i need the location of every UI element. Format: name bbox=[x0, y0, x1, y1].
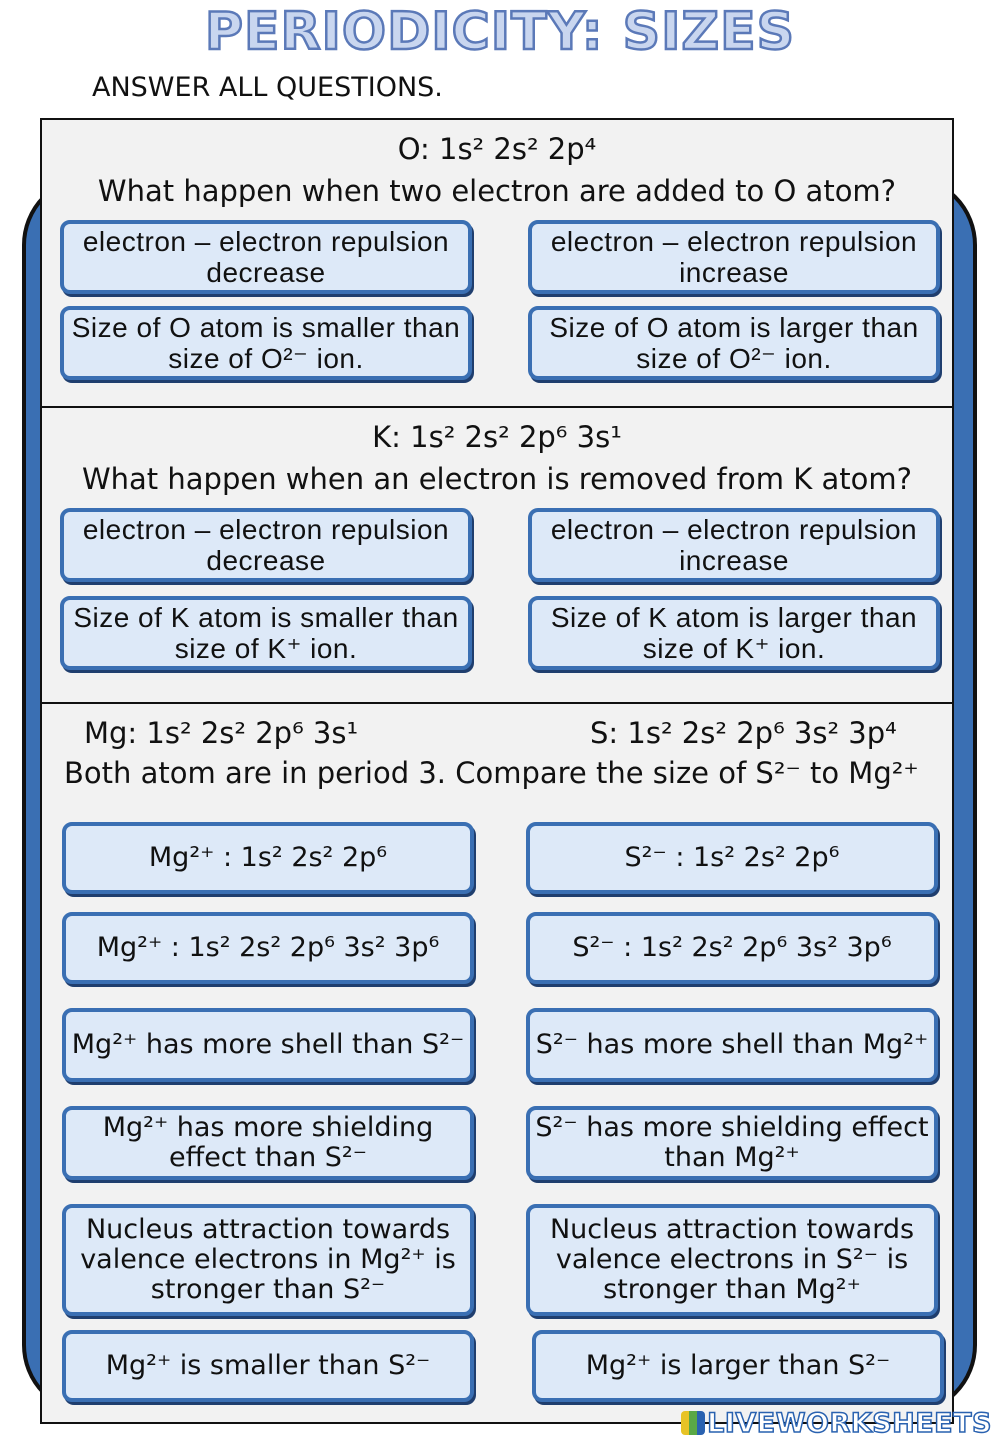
option-mg-stronger-attraction[interactable]: Nucleus attraction towards valence electrons in Mg²⁺ is stronger than S²⁻ bbox=[62, 1204, 474, 1316]
question-panel-potassium bbox=[40, 406, 954, 704]
potassium-question: What happen when an electron is removed from K atom? bbox=[81, 462, 912, 496]
question-panel-oxygen bbox=[40, 118, 954, 408]
option-s-ion-config-long[interactable]: S²⁻ : 1s² 2s² 2p⁶ 3s² 3p⁶ bbox=[526, 912, 938, 984]
logo-text: LIVEWORKSHEETS bbox=[707, 1408, 992, 1439]
worksheet-title: PERIODICITY: SIZES bbox=[204, 2, 796, 62]
option-repulsion-decrease[interactable]: electron – electron repulsion decrease bbox=[60, 508, 472, 582]
question-panel-mg-s bbox=[40, 702, 954, 1424]
option-s-more-shell[interactable]: S²⁻ has more shell than Mg²⁺ bbox=[526, 1008, 938, 1082]
sulfur-config: S: 1s² 2s² 2p⁶ 3s² 3p⁴ bbox=[590, 716, 897, 750]
option-s-ion-config[interactable]: S²⁻ : 1s² 2s² 2p⁶ bbox=[526, 822, 938, 894]
potassium-config: K: 1s² 2s² 2p⁶ 3s¹ bbox=[372, 420, 622, 454]
option-s-more-shielding[interactable]: S²⁻ has more shielding effect than Mg²⁺ bbox=[526, 1106, 938, 1180]
option-mg-smaller[interactable]: Mg²⁺ is smaller than S²⁻ bbox=[62, 1330, 474, 1402]
option-mg-larger[interactable]: Mg²⁺ is larger than S²⁻ bbox=[532, 1330, 944, 1402]
option-k-smaller-than-ion[interactable]: Size of K atom is smaller than size of K⁺ ion. bbox=[60, 596, 472, 670]
magnesium-config: Mg: 1s² 2s² 2p⁶ 3s¹ bbox=[84, 716, 359, 750]
option-k-larger-than-ion[interactable]: Size of K atom is larger than size of K⁺ ion. bbox=[528, 596, 940, 670]
instruction-text: ANSWER ALL QUESTIONS. bbox=[92, 72, 443, 103]
option-repulsion-increase[interactable]: electron – electron repulsion increase bbox=[528, 508, 940, 582]
option-mg-more-shielding[interactable]: Mg²⁺ has more shielding effect than S²⁻ bbox=[62, 1106, 474, 1180]
liveworksheets-logo bbox=[681, 1408, 992, 1439]
option-mg-more-shell[interactable]: Mg²⁺ has more shell than S²⁻ bbox=[62, 1008, 474, 1082]
option-mg-ion-config-long[interactable]: Mg²⁺ : 1s² 2s² 2p⁶ 3s² 3p⁶ bbox=[62, 912, 474, 984]
option-s-stronger-attraction[interactable]: Nucleus attraction towards valence electrons in S²⁻ is stronger than Mg²⁺ bbox=[526, 1204, 938, 1316]
option-repulsion-decrease[interactable]: electron – electron repulsion decrease bbox=[60, 220, 472, 294]
oxygen-config: O: 1s² 2s² 2p⁴ bbox=[397, 132, 597, 166]
liveworksheets-logo-icon bbox=[681, 1411, 705, 1435]
option-o-smaller-than-ion[interactable]: Size of O atom is smaller than size of O²⁻ ion. bbox=[60, 306, 472, 380]
option-mg-ion-config[interactable]: Mg²⁺ : 1s² 2s² 2p⁶ bbox=[62, 822, 474, 894]
mg-s-question: Both atom are in period 3. Compare the size of S²⁻ to Mg²⁺ bbox=[64, 756, 919, 790]
option-o-larger-than-ion[interactable]: Size of O atom is larger than size of O²⁻ ion. bbox=[528, 306, 940, 380]
oxygen-question: What happen when two electron are added to O atom? bbox=[97, 174, 897, 208]
option-repulsion-increase[interactable]: electron – electron repulsion increase bbox=[528, 220, 940, 294]
